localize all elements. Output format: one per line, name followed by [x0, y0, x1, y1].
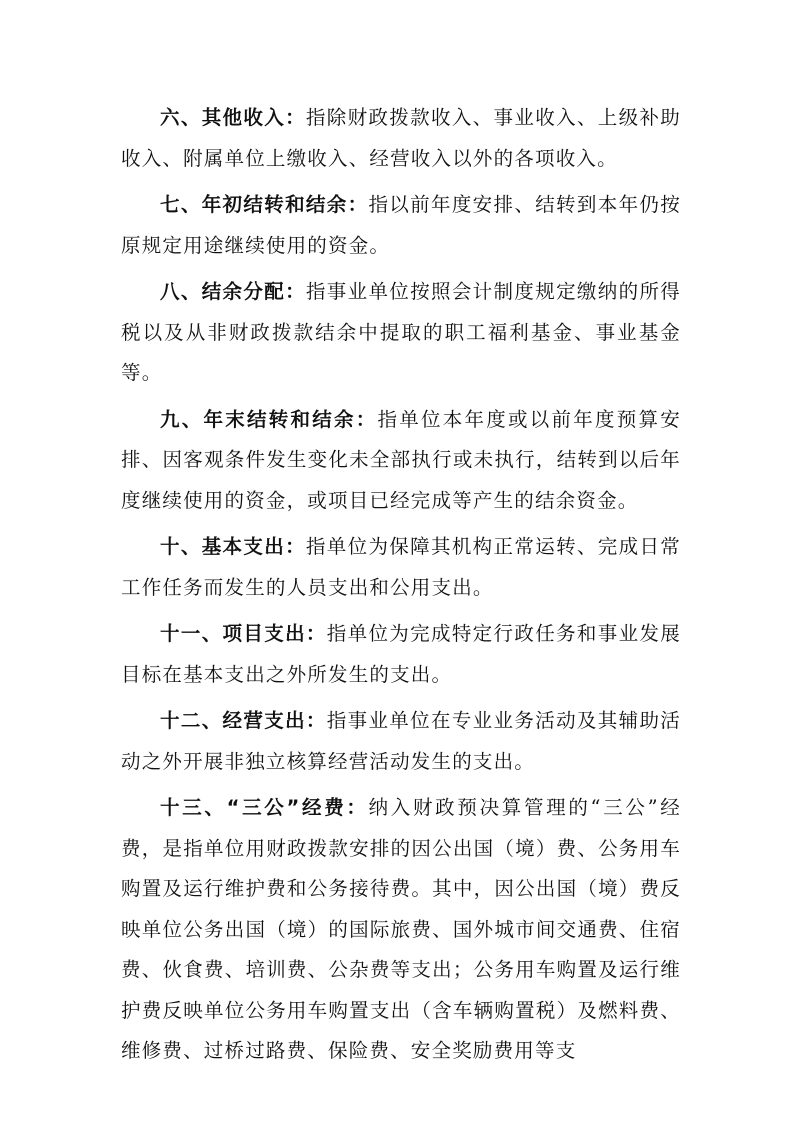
- definition-term: 六、其他收入：: [160, 106, 306, 129]
- definition-paragraph-13: [121, 788, 681, 1072]
- definition-term: 十二、经营支出：: [160, 709, 327, 732]
- definition-term: 七、年初结转和结余：: [160, 193, 369, 216]
- definition-text: 纳入财政预决算管理的“三公”经费，是指单位用财政拨款安排的因公出国（境）费、公务用车购置及运行维护费和公务接待费。其中，因公出国（境）费反映单位公务出国（境）的国际旅费、国外城市间交通费、住宿费、伙食费、培训费、公杂费等支出；公务用车购置及运行维护费反映单位公务用车购置支出（含车辆购置税）及燃料费、维修费、过桥过路费、保险费、安全奖励费用等支: [121, 796, 681, 1062]
- definition-text: 指单位为完成特定行政任务和事业发展目标在基本支出之外所发生的支出。: [121, 622, 681, 686]
- definition-paragraph-8: [121, 272, 681, 394]
- definition-text: 指事业单位按照会计制度规定缴纳的所得税以及从非财政拨款结余中提取的职工福利基金、事业基金等。: [121, 280, 681, 384]
- definition-text: 指事业单位在专业业务活动及其辅助活动之外开展非独立核算经营活动发生的支出。: [121, 709, 681, 773]
- definition-paragraph-6: [121, 98, 681, 179]
- definition-term: 十一、项目支出：: [160, 622, 327, 645]
- definition-text: 指单位本年度或以前年度预算安排、因客观条件发生变化未全部执行或未执行，结转到以后年度继续使用的资金，或项目已经完成等产生的结余资金。: [121, 407, 681, 512]
- definition-text: 指除财政拨款收入、事业收入、上级补助收入、附属单位上缴收入、经营收入以外的各项收入。: [121, 106, 681, 170]
- definition-term: 八、结余分配：: [160, 280, 306, 303]
- definition-term: 十三、“三公”经费：: [160, 796, 369, 819]
- definition-paragraph-12: [121, 701, 681, 782]
- definition-paragraph-9: [121, 400, 681, 522]
- definition-paragraph-7: [121, 185, 681, 266]
- definition-text: 指以前年度安排、结转到本年仍按原规定用途继续使用的资金。: [121, 193, 681, 257]
- document-body: [121, 98, 681, 1078]
- definition-text: 指单位为保障其机构正常运转、完成日常工作任务而发生的人员支出和公用支出。: [121, 535, 681, 599]
- definition-paragraph-11: [121, 614, 681, 695]
- definition-paragraph-10: [121, 527, 681, 608]
- definition-term: 十、基本支出：: [160, 535, 306, 558]
- definition-term: 九、年末结转和结余：: [160, 407, 378, 431]
